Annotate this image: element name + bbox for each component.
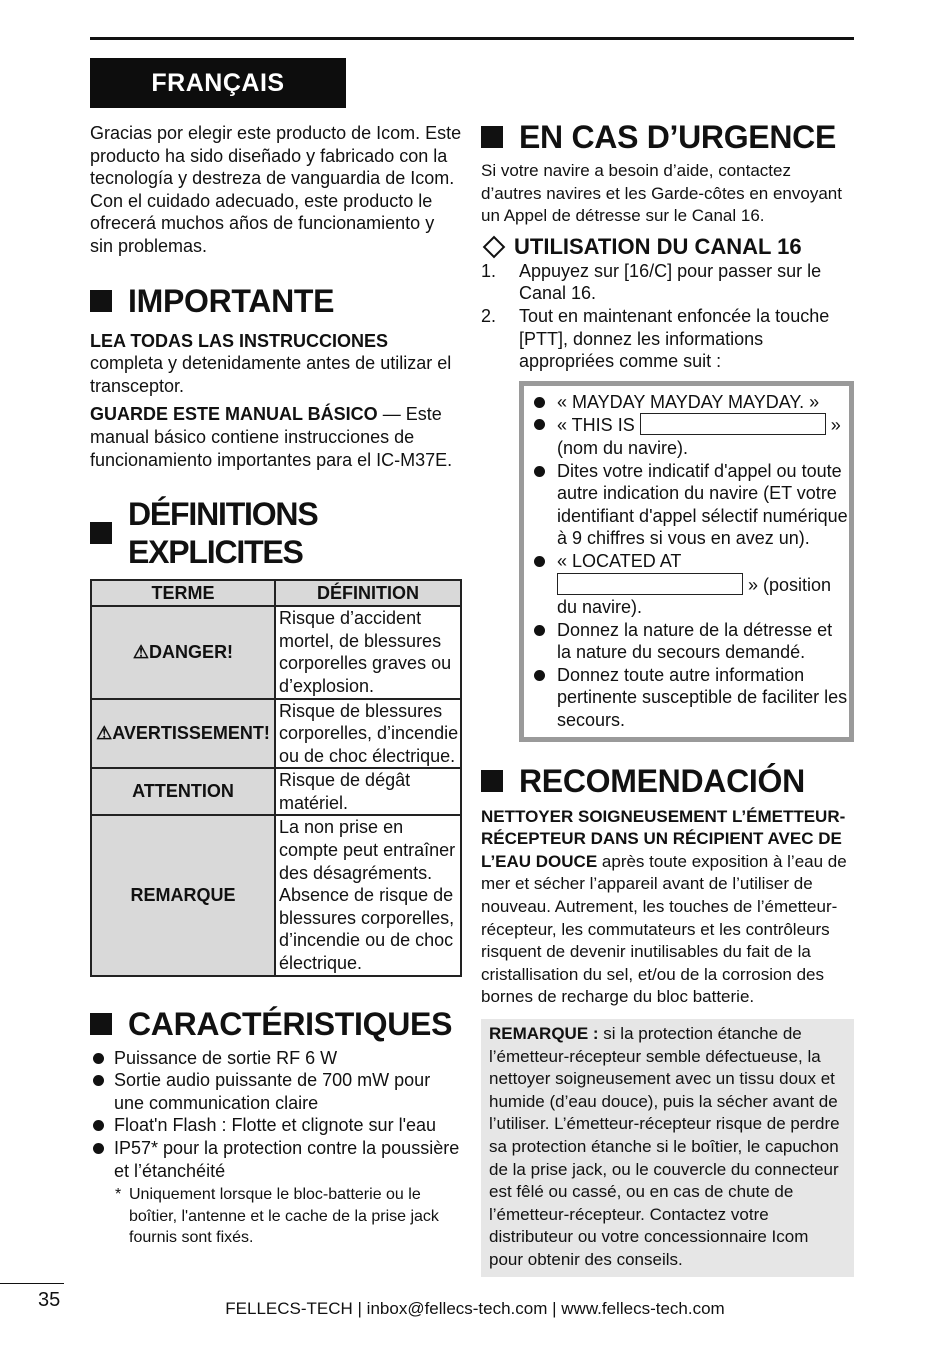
left-column bbox=[90, 122, 462, 1249]
column-header-definition: DÉFINITION bbox=[275, 580, 461, 606]
list-item-text: » (position bbox=[748, 574, 832, 595]
definition-cell: Risque de blessures corporelles, d’incendie ou de choc électrique. bbox=[275, 699, 461, 769]
list-item-text: » bbox=[830, 415, 841, 436]
list-item bbox=[528, 413, 849, 459]
footnote-marker: * bbox=[115, 1186, 122, 1204]
section-heading-features bbox=[90, 1005, 462, 1043]
table-row bbox=[91, 768, 461, 815]
list-item-text: Float'n Flash : Flotte et clignote sur l'eau bbox=[114, 1115, 437, 1136]
term-cell: ⚠DANGER! bbox=[91, 606, 275, 698]
list-item bbox=[90, 1114, 462, 1137]
urgence-paragraph: Si votre navire a besoin d’aide, contactez d’autres navires et les Garde-côtes en envoyant un Appel de détresse sur le Canal 16. bbox=[481, 161, 842, 226]
intro-paragraph: Gracias por elegir este producto de Icom. Este producto ha sido diseñado y fabricado con la tecnología y destreza de vanguardia de Icom. Con el cuidado adecuado, este producto le ofrecerá muchos años de funcionamiento y sin problemas. bbox=[90, 123, 462, 256]
list-item-text: Puissance de sortie RF 6 W bbox=[114, 1047, 338, 1068]
top-rule bbox=[90, 37, 854, 40]
bold-lead: NETTOYER SOIGNEUSEMENT L’ÉMETTEUR-RÉCEPTEUR DANS UN RÉCIPIENT AVEC DE L’EAU DOUCE bbox=[481, 806, 846, 871]
square-bullet-icon bbox=[90, 290, 112, 312]
note-box bbox=[481, 1019, 854, 1277]
diamond-icon bbox=[483, 235, 506, 258]
importante-paragraph-2 bbox=[90, 403, 462, 471]
list-item-text: Sortie audio puissante de 700 mW pour une communication claire bbox=[114, 1070, 431, 1113]
list-item bbox=[481, 260, 854, 305]
bullet-dot-icon bbox=[93, 1143, 104, 1154]
list-item bbox=[528, 619, 849, 664]
step-text: Tout en maintenant enfoncée la touche [PTT], donnez les informations appropriées comme suit : bbox=[519, 305, 830, 372]
term-cell: ⚠AVERTISSEMENT! bbox=[91, 699, 275, 769]
table-row bbox=[91, 815, 461, 975]
bold-lead: GUARDE ESTE MANUAL BÁSICO bbox=[90, 404, 378, 425]
list-item-text: Donnez la nature de la détresse et la nature du secours demandé. bbox=[557, 619, 833, 663]
list-item bbox=[90, 1069, 462, 1114]
footnote bbox=[90, 1184, 462, 1249]
square-bullet-icon bbox=[90, 522, 112, 544]
definition-cell: Risque d’accident mortel, de blessures corporelles graves ou d’explosion. bbox=[275, 606, 461, 698]
step-number: 2. bbox=[481, 305, 497, 326]
term-cell: REMARQUE bbox=[91, 815, 275, 975]
paragraph-text: — Este manual básico contiene instrucciones de funcionamiento importantes para el IC-M37E. bbox=[90, 404, 453, 470]
section-heading-urgence bbox=[481, 118, 854, 156]
section-title: IMPORTANTE bbox=[128, 282, 335, 319]
bullet-dot-icon bbox=[93, 1053, 104, 1064]
bold-lead: LEA TODAS LAS INSTRUCCIONES bbox=[90, 330, 389, 351]
section-title: CARACTÉRISTIQUES bbox=[128, 1005, 453, 1042]
page-number: 35 bbox=[38, 1289, 61, 1311]
bullet-dot-icon bbox=[93, 1120, 104, 1131]
square-bullet-icon bbox=[90, 1013, 112, 1035]
mayday-instructions-box bbox=[519, 381, 854, 742]
list-item bbox=[528, 664, 849, 732]
step-text: Appuyez sur [16/C] pour passer sur le Canal 16. bbox=[519, 260, 822, 304]
square-bullet-icon bbox=[481, 770, 503, 792]
list-item bbox=[90, 1047, 462, 1070]
list-item bbox=[90, 1137, 462, 1182]
section-heading-recomendacion bbox=[481, 762, 854, 800]
bullet-dot-icon bbox=[534, 397, 545, 408]
bullet-dot-icon bbox=[534, 625, 545, 636]
position-blank bbox=[557, 573, 743, 595]
column-header-term: TERME bbox=[91, 580, 275, 606]
steps-list bbox=[481, 260, 854, 373]
list-item-text: « THIS IS bbox=[557, 415, 635, 436]
importante-paragraph-1 bbox=[90, 330, 462, 398]
list-item-text: Dites votre indicatif d'appel ou toute autre indication du navire (ET votre identifiant d'appel sélectif numérique à 9 chiffres si vous en avez un). bbox=[557, 460, 848, 549]
section-title: RECOMENDACIÓN bbox=[519, 762, 805, 799]
table-header-row bbox=[91, 580, 461, 606]
subsection-title: UTILISATION DU CANAL 16 bbox=[514, 233, 802, 259]
bullet-dot-icon bbox=[534, 670, 545, 681]
vessel-name-blank bbox=[640, 413, 826, 435]
footer-text: FELLECS-TECH | inbox@fellecs-tech.com | www.fellecs-tech.com bbox=[225, 1299, 725, 1318]
definition-cell: La non prise en compte peut entraîner des désagréments. Absence de risque de blessures corporelles, d’incendie ou de choc électrique. bbox=[275, 815, 461, 975]
mayday-list bbox=[528, 391, 849, 732]
bullet-dot-icon bbox=[534, 556, 545, 567]
list-item-text: Donnez toute autre information pertinente susceptible de faciliter les secours. bbox=[557, 664, 848, 731]
paragraph-text: completa y detenidamente antes de utilizar el transceptor. bbox=[90, 353, 452, 396]
note-text: si la protection étanche de l’émetteur-récepteur semble défectueuse, la nettoyer soigneusement avec un tissu doux et humide (d’eau douce), puis la sécher avant de l’utiliser. L’émetteur-récepteur risque de perdre sa protection étanche si le boîtier, le capuchon de la prise jack, ou le couvercle du connecteur est fêlé ou cassé, ou en cas de chute de l’émetteur-récepteur. Contactez votre distributeur ou votre concessionnaire Icom pour obtenir des conseils. bbox=[489, 1024, 840, 1269]
language-tab: FRANÇAIS bbox=[90, 58, 346, 108]
definition-cell: Risque de dégât matériel. bbox=[275, 768, 461, 815]
section-heading-importante bbox=[90, 282, 462, 320]
note-label: REMARQUE : bbox=[489, 1024, 599, 1043]
bullet-dot-icon bbox=[93, 1075, 104, 1086]
list-item-text: « LOCATED AT bbox=[557, 550, 682, 571]
right-column bbox=[481, 118, 854, 1277]
table-row bbox=[91, 606, 461, 698]
square-bullet-icon bbox=[481, 126, 503, 148]
features-list bbox=[90, 1047, 462, 1183]
footnote-text: Uniquement lorsque le bloc-batterie ou le boîtier, l'antenne et le cache de la prise jack fournis sont fixés. bbox=[129, 1186, 439, 1247]
definitions-table bbox=[90, 579, 462, 977]
list-item-text: « MAYDAY MAYDAY MAYDAY. » bbox=[557, 391, 820, 412]
subsection-heading-canal16 bbox=[481, 234, 854, 260]
bullet-dot-icon bbox=[534, 419, 545, 430]
table-row bbox=[91, 699, 461, 769]
section-title: EN CAS D’URGENCE bbox=[519, 119, 837, 155]
list-item bbox=[528, 550, 849, 619]
section-heading-definitions bbox=[90, 495, 462, 571]
list-item-text: du navire). bbox=[557, 597, 643, 618]
page-number-rule bbox=[0, 1283, 64, 1284]
bullet-dot-icon bbox=[534, 466, 545, 477]
list-item bbox=[528, 460, 849, 550]
list-item-text: (nom du navire). bbox=[557, 437, 689, 458]
list-item bbox=[528, 391, 849, 414]
paragraph-text: après toute exposition à l’eau de mer et sécher l’appareil avant de l’utiliser de nouveau. Autrement, les touches de l’émetteur-récepteur, les commutateurs et les contrôleurs risquent de devenir inutilisables du fait de la cristallisation du sel, et/ou de la corrosion des bornes de recharge du bloc batterie. bbox=[481, 851, 847, 1007]
recomendacion-paragraph bbox=[481, 806, 854, 1009]
list-item bbox=[481, 305, 854, 373]
term-cell: ATTENTION bbox=[91, 768, 275, 815]
step-number: 1. bbox=[481, 260, 497, 281]
section-title: DÉFINITIONS EXPLICITES bbox=[128, 496, 318, 571]
list-item-text: IP57* pour la protection contre la poussière et l’étanchéité bbox=[114, 1138, 460, 1181]
